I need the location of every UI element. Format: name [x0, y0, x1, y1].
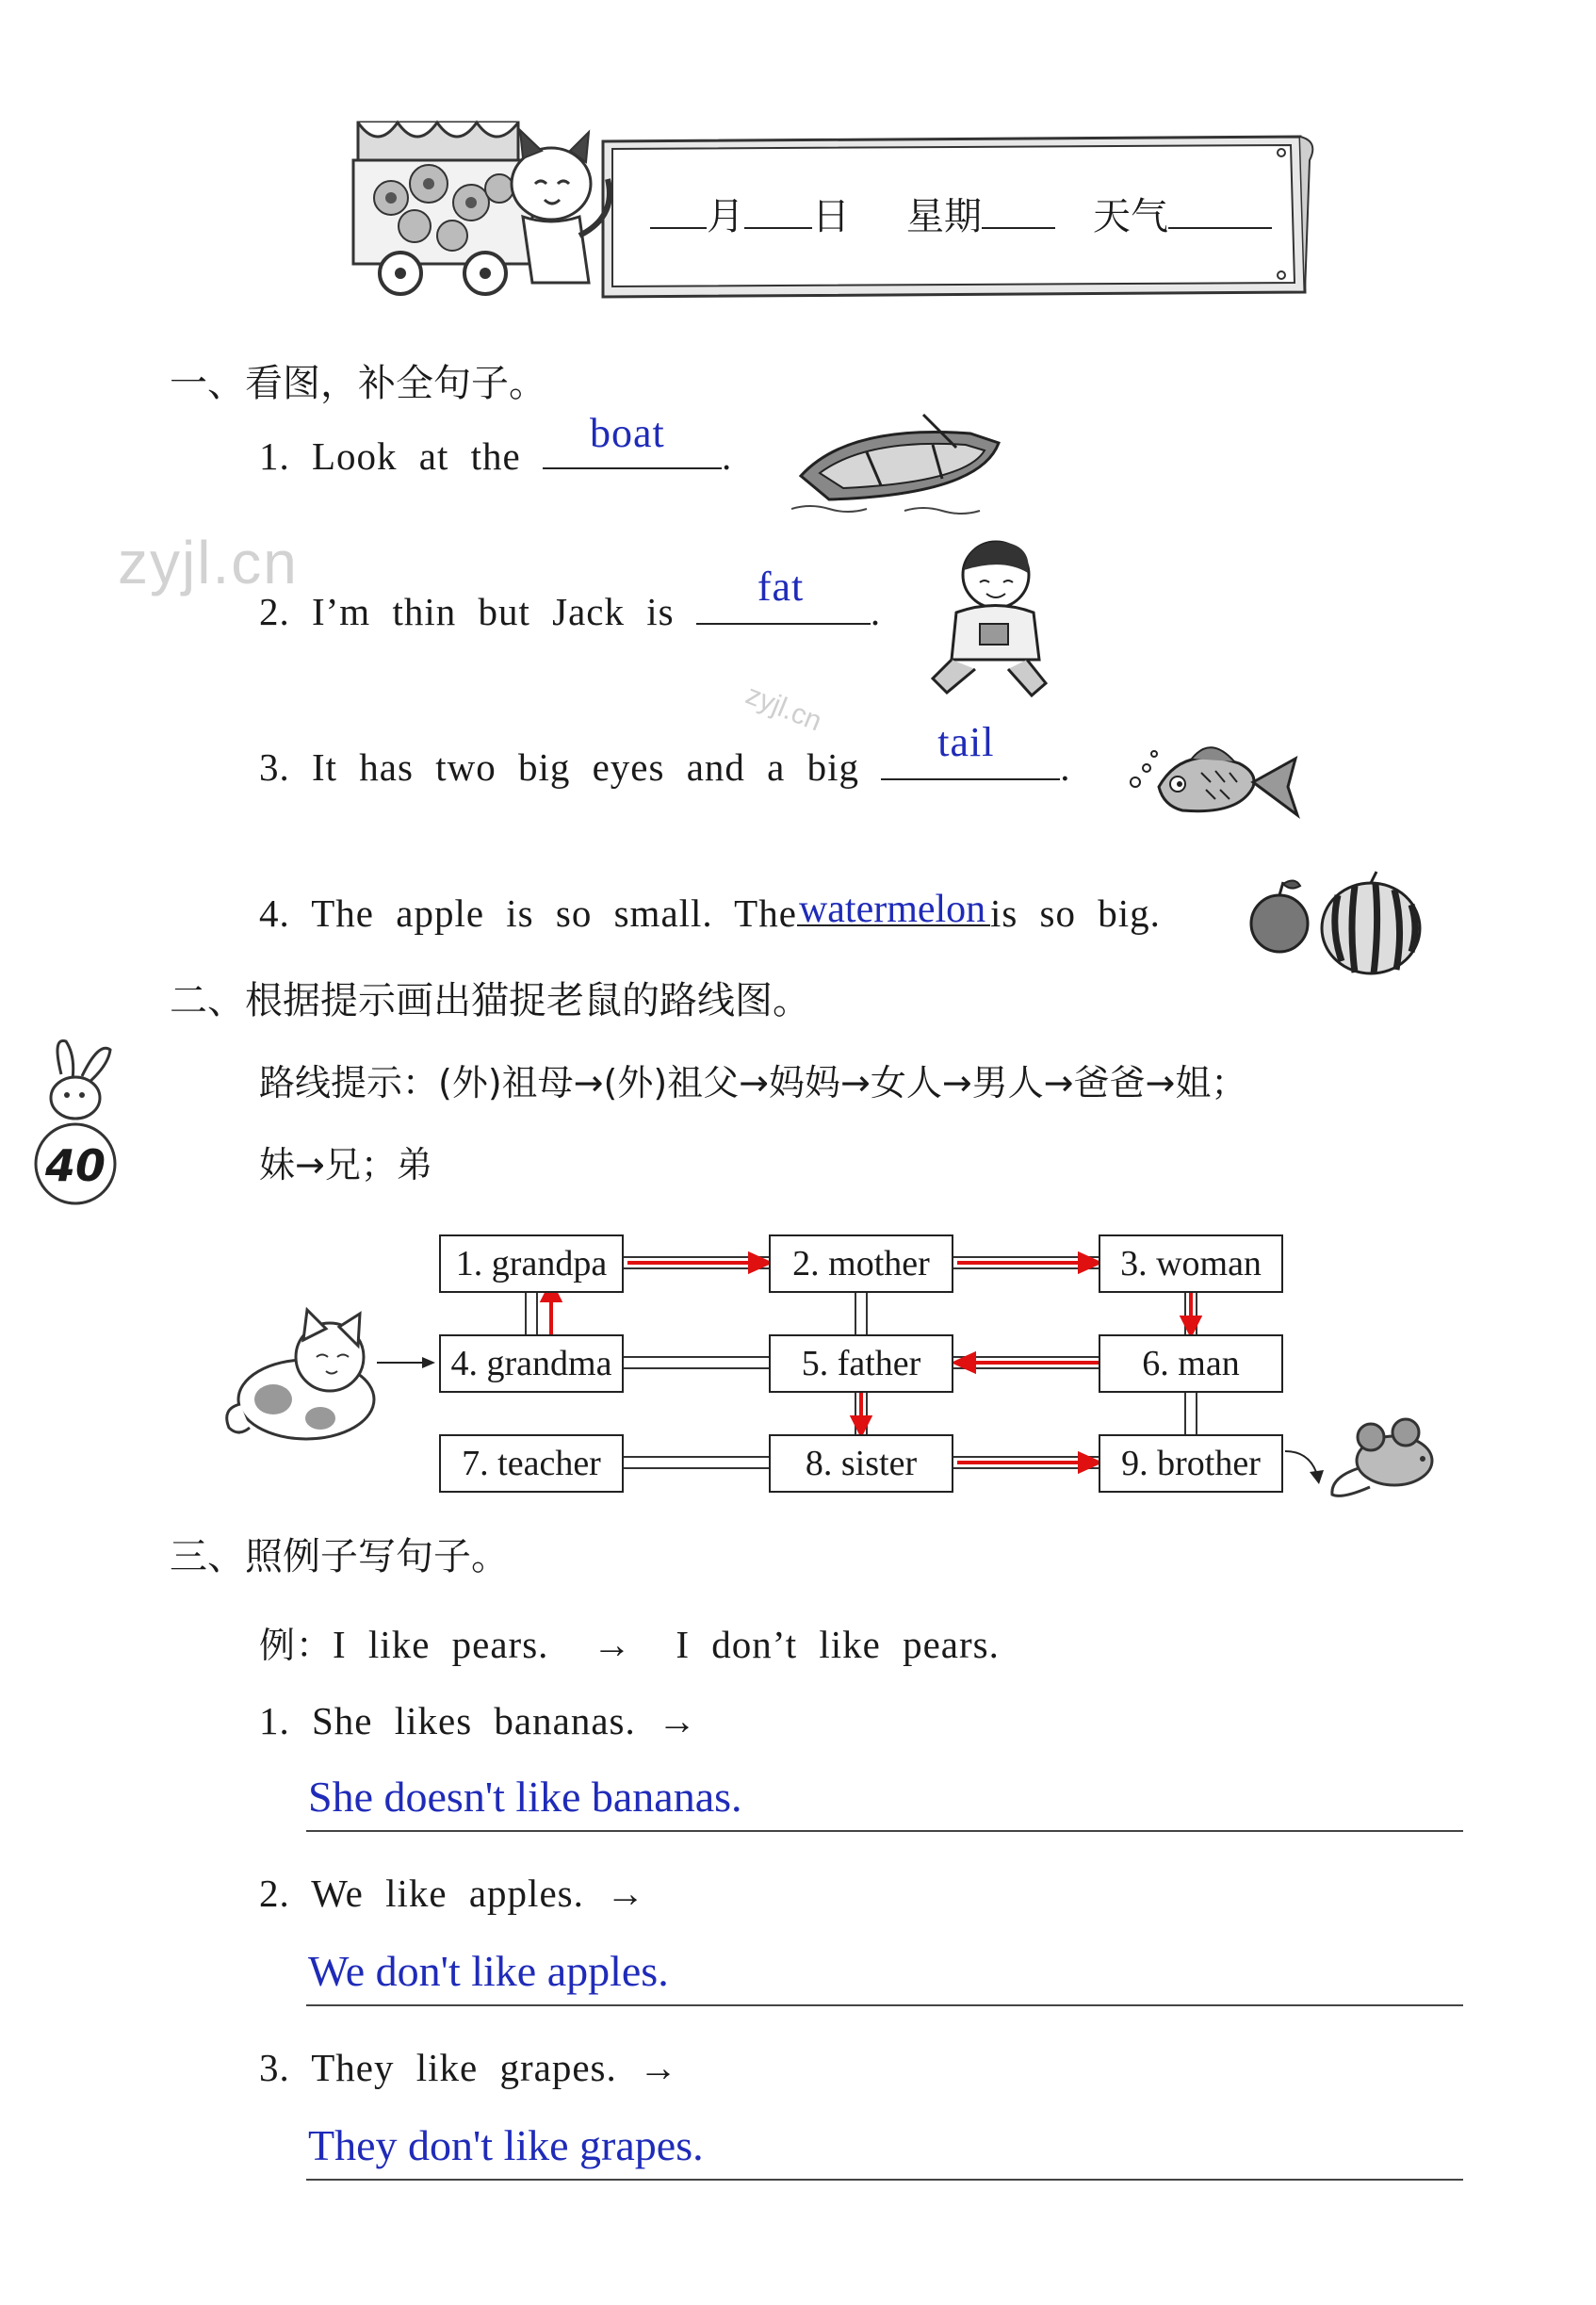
- maze-box-sister[interactable]: 8. sister: [769, 1434, 953, 1493]
- answer-text: watermelon: [798, 888, 986, 931]
- answer-line: [306, 1830, 1463, 1832]
- maze-box-brother[interactable]: 9. brother: [1099, 1434, 1283, 1493]
- answer-blank[interactable]: [543, 410, 722, 469]
- cat-icon: [227, 1310, 374, 1439]
- maze-box-woman[interactable]: 3. woman: [1099, 1234, 1283, 1293]
- answer-blank[interactable]: [797, 888, 990, 931]
- s3-question-3: 3. They like grapes. →: [259, 2046, 678, 2089]
- s3-question-2: 2. We like apples. →: [259, 1872, 646, 1915]
- answer-text: tail: [937, 719, 995, 765]
- example-line: [259, 1616, 1000, 1668]
- month-label: 月: [707, 195, 744, 238]
- s3-question-1: 1. She likes bananas. →: [259, 1699, 697, 1742]
- apple-watermelon-icon: [1244, 867, 1432, 984]
- maze-box-grandpa[interactable]: 1. grandpa: [439, 1234, 624, 1293]
- mouse-icon: [1332, 1419, 1432, 1496]
- s1-question-3: 3. It has two big eyes and a big tail .: [259, 719, 1071, 789]
- example-sentence: I like pears. → I don’t like pears.: [333, 1623, 1000, 1666]
- weather-label: 天气: [1093, 195, 1168, 238]
- s3-answer-2[interactable]: We don't like apples.: [308, 1947, 669, 1995]
- answer-line: [306, 2179, 1463, 2181]
- weekday-label: 星期: [906, 195, 982, 238]
- answer-blank[interactable]: [696, 564, 871, 625]
- boat-icon: [791, 405, 1008, 527]
- maze-box-grandma[interactable]: 4. grandma: [439, 1334, 624, 1393]
- day-label: 日: [812, 195, 850, 238]
- s1-question-1: 1. Look at the boat .: [259, 410, 733, 478]
- page-number: 40: [44, 1140, 106, 1191]
- maze-box-man[interactable]: 6. man: [1099, 1334, 1283, 1393]
- maze-box-teacher[interactable]: 7. teacher: [439, 1434, 624, 1493]
- section2-title: 二、根据提示画出猫捉老鼠的路线图。: [170, 979, 810, 1022]
- maze-box-father[interactable]: 5. father: [769, 1334, 953, 1393]
- s3-answer-3[interactable]: They don't like grapes.: [308, 2121, 704, 2169]
- section1-title: 一、看图，补全句子。: [170, 362, 546, 405]
- answer-text: boat: [589, 410, 665, 456]
- section3-title: 三、照例子写句子。: [170, 1535, 509, 1578]
- route-hint-line-1: 路线提示：(外)祖母→(外)祖父→妈妈→女人→男人→爸爸→姐；: [259, 1062, 1247, 1103]
- s1-question-2: 2. I’m thin but Jack is fat .: [259, 564, 882, 633]
- s1-question-4: 4. The apple is so small. The watermelon is so big.: [259, 888, 1161, 935]
- watermark: zyjl.cn: [118, 529, 299, 597]
- boy-icon: [928, 537, 1060, 706]
- watermark: zyjl.cn: [741, 678, 826, 738]
- maze-box-mother[interactable]: 2. mother: [769, 1234, 953, 1293]
- answer-line: [306, 2004, 1463, 2006]
- answer-text: fat: [757, 564, 805, 610]
- answer-blank[interactable]: [881, 719, 1060, 780]
- route-hint-line-2: 妹→兄；弟: [259, 1144, 432, 1185]
- date-weather-line: [650, 187, 1272, 240]
- fish-icon: [1126, 735, 1305, 833]
- example-label: 例：: [259, 1625, 334, 1666]
- maze-diagram: [217, 1216, 1479, 1498]
- s3-answer-1[interactable]: She doesn't like bananas.: [308, 1773, 742, 1821]
- page-number-badge: [24, 1037, 127, 1206]
